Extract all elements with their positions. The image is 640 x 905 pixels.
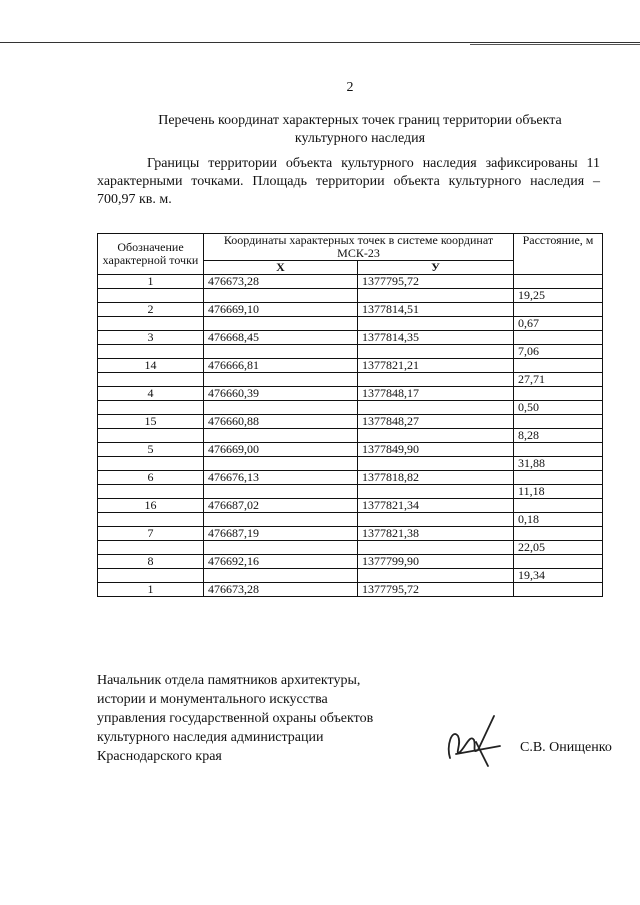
point-id-cell: 5 xyxy=(98,443,204,457)
empty-cell xyxy=(358,541,514,555)
distance-row xyxy=(98,401,603,415)
empty-cell xyxy=(98,485,204,499)
empty-cell xyxy=(98,401,204,415)
empty-cell xyxy=(98,345,204,359)
empty-cell xyxy=(98,429,204,443)
table-row xyxy=(98,527,603,541)
table-row xyxy=(98,359,603,373)
coords-header: Координаты характерных точек в системе координат МСК-23 xyxy=(204,234,514,261)
x-coordinate-cell: 476676,13 xyxy=(204,471,358,485)
point-id-cell: 1 xyxy=(98,583,204,597)
empty-cell xyxy=(98,513,204,527)
scan-artifact-line xyxy=(0,42,640,43)
distance-row xyxy=(98,513,603,527)
point-id-cell: 15 xyxy=(98,415,204,429)
distance-row xyxy=(98,345,603,359)
empty-cell xyxy=(514,387,603,401)
y-coordinate-cell: 1377818,82 xyxy=(358,471,514,485)
empty-cell xyxy=(98,373,204,387)
y-coordinate-cell: 1377848,27 xyxy=(358,415,514,429)
position-line: Краснодарского края xyxy=(97,749,222,764)
coordinates-table xyxy=(97,233,603,597)
table-row xyxy=(98,443,603,457)
empty-cell xyxy=(204,373,358,387)
distance-cell: 19,25 xyxy=(514,289,603,303)
empty-cell xyxy=(358,401,514,415)
x-coordinate-cell: 476687,19 xyxy=(204,527,358,541)
distance-cell: 7,06 xyxy=(514,345,603,359)
signature-block xyxy=(97,671,417,766)
empty-cell xyxy=(358,485,514,499)
intro-paragraph: Границы территории объекта культурного наследия зафиксированы 11 характерными точками. Площадь территории объекта культурного наследия – 700,97 кв. м. xyxy=(97,156,600,207)
empty-cell xyxy=(358,513,514,527)
scan-artifact-line xyxy=(470,44,640,45)
table-row xyxy=(98,583,603,597)
x-coordinate-cell: 476660,88 xyxy=(204,415,358,429)
y-header: У xyxy=(358,261,514,275)
distance-cell: 8,28 xyxy=(514,429,603,443)
distance-row xyxy=(98,569,603,583)
empty-cell xyxy=(98,541,204,555)
empty-cell xyxy=(358,373,514,387)
y-coordinate-cell: 1377799,90 xyxy=(358,555,514,569)
empty-cell xyxy=(204,485,358,499)
table-row xyxy=(98,331,603,345)
y-coordinate-cell: 1377821,21 xyxy=(358,359,514,373)
x-coordinate-cell: 476668,45 xyxy=(204,331,358,345)
table-row xyxy=(98,415,603,429)
title-line: культурного наследия xyxy=(294,131,426,146)
table-body xyxy=(98,275,603,597)
empty-cell xyxy=(204,513,358,527)
empty-cell xyxy=(204,569,358,583)
empty-cell xyxy=(514,443,603,457)
signer-name: С.В. Онищенко xyxy=(520,740,612,755)
x-coordinate-cell: 476660,39 xyxy=(204,387,358,401)
x-coordinate-cell: 476692,16 xyxy=(204,555,358,569)
table-row xyxy=(98,387,603,401)
position-line: управления государственной охраны объектов xyxy=(97,711,374,726)
table-row xyxy=(98,471,603,485)
empty-cell xyxy=(98,569,204,583)
point-header: Обозначение характерной точки xyxy=(98,234,204,275)
empty-cell xyxy=(358,345,514,359)
x-coordinate-cell: 476669,00 xyxy=(204,443,358,457)
y-coordinate-cell: 1377814,35 xyxy=(358,331,514,345)
distance-row xyxy=(98,317,603,331)
distance-cell: 11,18 xyxy=(514,485,603,499)
empty-cell xyxy=(514,415,603,429)
empty-cell xyxy=(204,429,358,443)
position-line: культурного наследия администрации xyxy=(97,730,324,745)
y-coordinate-cell: 1377821,38 xyxy=(358,527,514,541)
point-id-cell: 4 xyxy=(98,387,204,401)
position-line: Начальник отдела памятников архитектуры, xyxy=(97,673,361,688)
empty-cell xyxy=(514,303,603,317)
empty-cell xyxy=(514,527,603,541)
empty-cell xyxy=(514,499,603,513)
distance-row xyxy=(98,541,603,555)
point-id-cell: 8 xyxy=(98,555,204,569)
empty-cell xyxy=(204,289,358,303)
x-coordinate-cell: 476673,28 xyxy=(204,583,358,597)
empty-cell xyxy=(98,457,204,471)
x-coordinate-cell: 476687,02 xyxy=(204,499,358,513)
empty-cell xyxy=(98,317,204,331)
distance-cell: 0,50 xyxy=(514,401,603,415)
distance-cell: 0,67 xyxy=(514,317,603,331)
title-line: Перечень координат характерных точек границ территории объекта xyxy=(158,113,562,128)
distance-row xyxy=(98,373,603,387)
distance-cell: 27,71 xyxy=(514,373,603,387)
table-row xyxy=(98,499,603,513)
y-coordinate-cell: 1377795,72 xyxy=(358,275,514,289)
y-coordinate-cell: 1377821,34 xyxy=(358,499,514,513)
handwritten-signature-icon xyxy=(436,706,506,776)
y-coordinate-cell: 1377849,90 xyxy=(358,443,514,457)
distance-row xyxy=(98,485,603,499)
empty-cell xyxy=(204,401,358,415)
table-row xyxy=(98,303,603,317)
empty-cell xyxy=(358,457,514,471)
empty-cell xyxy=(204,317,358,331)
point-id-cell: 6 xyxy=(98,471,204,485)
x-coordinate-cell: 476669,10 xyxy=(204,303,358,317)
empty-cell xyxy=(514,583,603,597)
empty-cell xyxy=(358,289,514,303)
empty-cell xyxy=(358,317,514,331)
empty-cell xyxy=(204,457,358,471)
x-coordinate-cell: 476666,81 xyxy=(204,359,358,373)
empty-cell xyxy=(98,289,204,303)
table-row xyxy=(98,555,603,569)
distance-cell: 31,88 xyxy=(514,457,603,471)
empty-cell xyxy=(358,429,514,443)
x-header: X xyxy=(204,261,358,275)
point-id-cell: 2 xyxy=(98,303,204,317)
point-id-cell: 7 xyxy=(98,527,204,541)
empty-cell xyxy=(514,471,603,485)
y-coordinate-cell: 1377795,72 xyxy=(358,583,514,597)
distance-cell: 0,18 xyxy=(514,513,603,527)
distance-row xyxy=(98,429,603,443)
x-coordinate-cell: 476673,28 xyxy=(204,275,358,289)
distance-cell: 19,34 xyxy=(514,569,603,583)
y-coordinate-cell: 1377848,17 xyxy=(358,387,514,401)
table-header-row xyxy=(98,234,603,261)
empty-cell xyxy=(514,555,603,569)
point-id-cell: 1 xyxy=(98,275,204,289)
empty-cell xyxy=(358,569,514,583)
point-id-cell: 16 xyxy=(98,499,204,513)
distance-cell: 22,05 xyxy=(514,541,603,555)
point-id-cell: 14 xyxy=(98,359,204,373)
y-coordinate-cell: 1377814,51 xyxy=(358,303,514,317)
distance-row xyxy=(98,289,603,303)
empty-cell xyxy=(514,275,603,289)
table-row xyxy=(98,275,603,289)
empty-cell xyxy=(514,359,603,373)
empty-cell xyxy=(514,331,603,345)
document-title xyxy=(145,112,575,148)
empty-cell xyxy=(204,541,358,555)
point-id-cell: 3 xyxy=(98,331,204,345)
distance-row xyxy=(98,457,603,471)
page-number: 2 xyxy=(346,80,354,95)
position-line: истории и монументального искусства xyxy=(97,692,328,707)
empty-cell xyxy=(204,345,358,359)
distance-header: Расстояние, м xyxy=(514,234,603,275)
